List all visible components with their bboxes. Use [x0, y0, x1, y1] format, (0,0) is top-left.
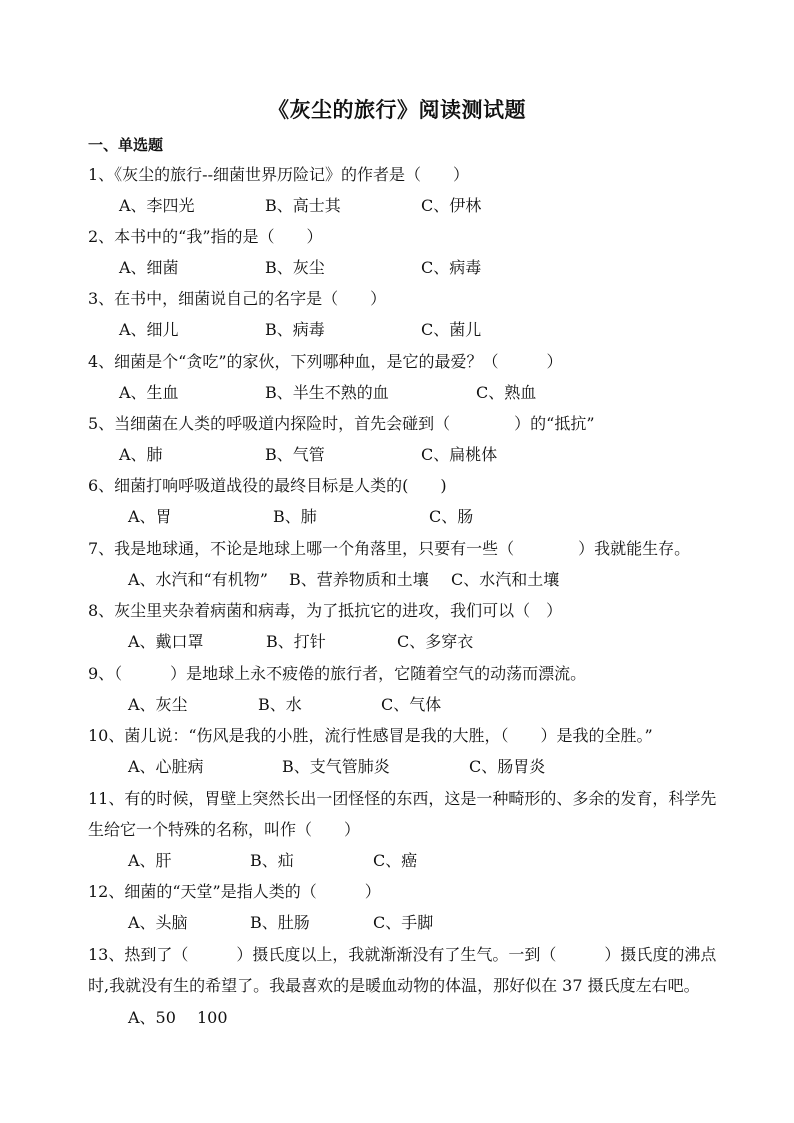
question-11-continued: 生给它一个特殊的名称，叫作（ ） [88, 820, 361, 839]
question-1: 1、《灰尘的旅行--细菌世界历险记》的作者是（ ） [88, 165, 469, 184]
option-c: C、伊林 [421, 196, 482, 215]
option-a: A、50 100 [128, 1008, 228, 1027]
page-title: 《灰尘的旅行》阅读测试题 [268, 97, 526, 122]
option-a: A、李四光 [119, 196, 195, 215]
option-b: B、肺 [273, 507, 317, 526]
option-a: A、戴口罩 [128, 632, 204, 651]
option-b: B、营养物质和土壤 [289, 570, 429, 589]
question-7: 7、我是地球通，不论是地球上哪一个角落里，只要有一些（ ）我就能生存。 [88, 539, 691, 558]
question-3: 3、在书中，细菌说自己的名字是（ ） [88, 289, 387, 308]
option-a: A、灰尘 [128, 695, 188, 714]
question-4: 4、细菌是个“贪吃”的家伙，下列哪种血，是它的最爱？（ ） [88, 352, 563, 371]
question-2: 2、本书中的“我”指的是（ ） [88, 227, 323, 246]
option-c: C、菌儿 [421, 320, 482, 339]
option-a: A、生血 [119, 383, 179, 402]
option-b: B、高士其 [265, 196, 341, 215]
option-a: A、细菌 [119, 258, 179, 277]
option-c: C、癌 [373, 851, 418, 870]
option-a: A、头脑 [128, 913, 188, 932]
section-heading: 一、单选题 [88, 136, 164, 154]
option-c: C、手脚 [373, 913, 434, 932]
question-10: 10、菌儿说：“伤风是我的小胜，流行性感冒是我的大胜，（ ）是我的全胜。” [88, 726, 653, 745]
option-b: B、病毒 [265, 320, 325, 339]
option-b: B、打针 [266, 632, 326, 651]
question-9: 9、（ ）是地球上永不疲倦的旅行者，它随着空气的动荡而漂流。 [88, 664, 587, 683]
question-5: 5、当细菌在人类的呼吸道内探险时，首先会碰到（ ）的“抵抗” [88, 414, 595, 433]
option-c: C、肠胃炎 [469, 757, 546, 776]
option-c: C、水汽和土壤 [451, 570, 560, 589]
option-b: B、气管 [265, 445, 325, 464]
option-b: B、灰尘 [265, 258, 325, 277]
option-c: C、多穿衣 [397, 632, 474, 651]
question-13-continued: 时,我就没有生的希望了。我最喜欢的是暖血动物的体温，那好似在 37 摄氏度左右吧。 [88, 976, 700, 995]
option-a: A、肝 [128, 851, 172, 870]
option-a: A、胃 [128, 507, 172, 526]
option-b: B、支气管肺炎 [282, 757, 390, 776]
option-a: A、肺 [119, 445, 163, 464]
option-c: C、肠 [429, 507, 474, 526]
question-6: 6、细菌打响呼吸道战役的最终目标是人类的( ) [88, 476, 447, 495]
option-c: C、扁桃体 [421, 445, 498, 464]
question-8: 8、灰尘里夹杂着病菌和病毒，为了抵抗它的进攻，我们可以（ ） [88, 601, 563, 620]
option-b: B、水 [258, 695, 302, 714]
question-13: 13、热到了（ ）摄氏度以上，我就渐渐没有了生气。一到（ ）摄氏度的沸点 [88, 945, 717, 964]
option-a: A、心脏病 [128, 757, 204, 776]
option-a: A、细儿 [119, 320, 179, 339]
option-a: A、水汽和“有机物” [128, 570, 268, 589]
question-13-options [0, 1008, 228, 1068]
option-b: B、半生不熟的血 [265, 383, 389, 402]
option-c: C、病毒 [421, 258, 482, 277]
option-c: C、熟血 [476, 383, 537, 402]
option-c: C、气体 [381, 695, 442, 714]
option-b: B、疝 [250, 851, 294, 870]
question-12: 12、细菌的“天堂”是指人类的（ ） [88, 882, 381, 901]
option-b: B、肚肠 [250, 913, 310, 932]
question-11: 11、有的时候，胃壁上突然长出一团怪怪的东西，这是一种畸形的、多余的发育，科学先 [88, 789, 717, 808]
